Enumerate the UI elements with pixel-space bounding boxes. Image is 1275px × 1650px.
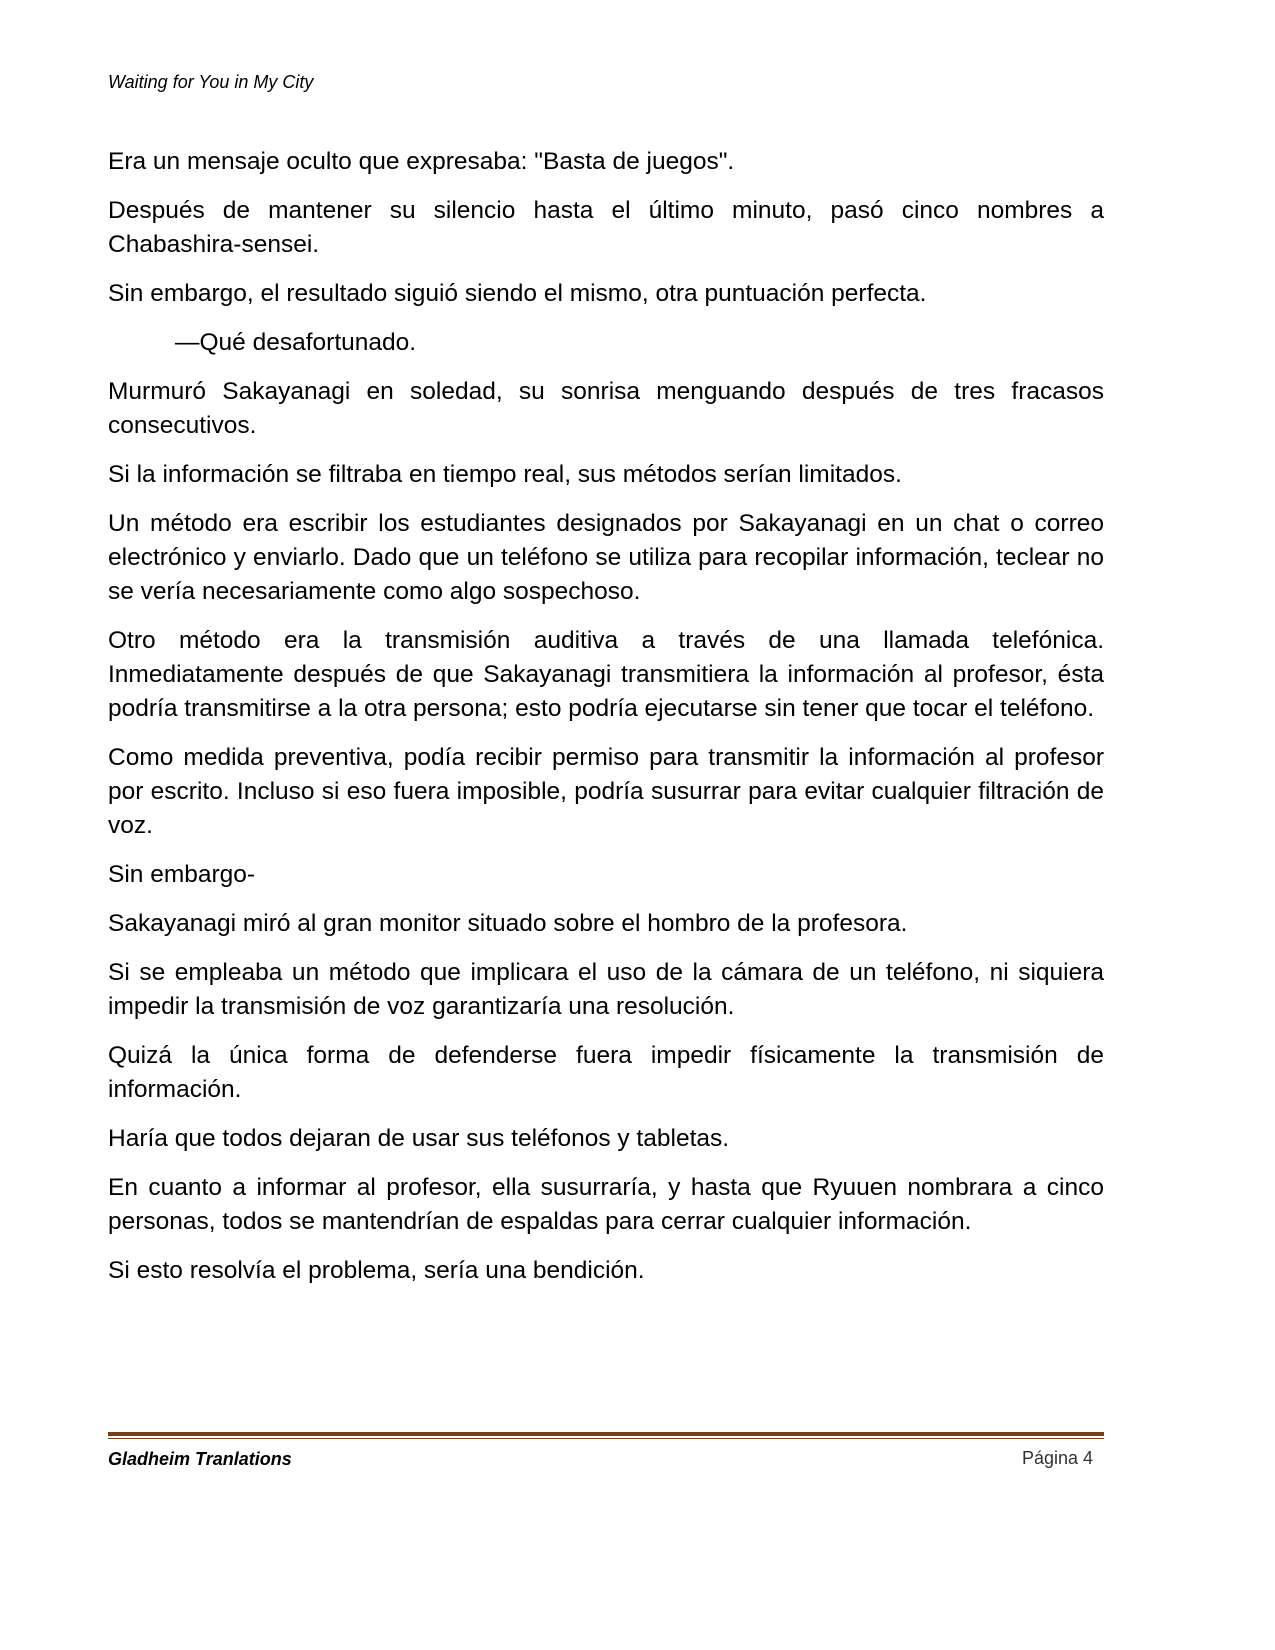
paragraph: Si la información se filtraba en tiempo real, sus métodos serían limitados.: [108, 461, 902, 488]
paragraph: Sin embargo-: [108, 861, 256, 888]
paragraph: Sakayanagi miró al gran monitor situado sobre el hombro de la profesora.: [108, 910, 908, 937]
footer-divider-thin: [108, 1438, 1104, 1439]
paragraph: Quizá la única forma de defenderse fuera impedir físicamente la transmisión de información.: [108, 1042, 1104, 1103]
paragraph: Un método era escribir los estudiantes designados por Sakayanagi en un chat o correo electrónico y enviarlo. Dado que un teléfono se utiliza para recopilar información, teclear no se vería necesariamente como algo sospechoso.: [108, 510, 1104, 605]
paragraph: Haría que todos dejaran de usar sus teléfonos y tabletas.: [108, 1125, 730, 1152]
paragraph: Murmuró Sakayanagi en soledad, su sonrisa menguando después de tres fracasos consecutivos.: [108, 378, 1104, 439]
paragraph: Si se empleaba un método que implicara el uso de la cámara de un teléfono, ni siquiera impedir la transmisión de voz garantizaría una resolución.: [108, 959, 1104, 1020]
paragraph: Como medida preventiva, podía recibir permiso para transmitir la información al profesor por escrito. Incluso si eso fuera imposible, podría susurrar para evitar cualquier filtración de voz.: [108, 744, 1104, 839]
dialogue-line: —Qué desafortunado.: [175, 329, 417, 356]
paragraph: Otro método era la transmisión auditiva a través de una llamada telefónica. Inmediatamente después de que Sakayanagi transmitiera la información al profesor, ésta podría transmitirse a la otra persona; esto podría ejecutarse sin tener que tocar el teléfono.: [108, 627, 1104, 722]
paragraph: Era un mensaje oculto que expresaba: "Basta de juegos".: [108, 148, 735, 175]
paragraph: Después de mantener su silencio hasta el último minuto, pasó cinco nombres a Chabashira-sensei.: [108, 197, 1104, 258]
paragraph: En cuanto a informar al profesor, ella susurraría, y hasta que Ryuuen nombrara a cinco personas, todos se mantendrían de espaldas para cerrar cualquier información.: [108, 1174, 1104, 1235]
footer-publisher: Gladheim Tranlations: [108, 1449, 292, 1469]
paragraph: Sin embargo, el resultado siguió siendo el mismo, otra puntuación perfecta.: [108, 280, 927, 307]
paragraph: Si esto resolvía el problema, sería una bendición.: [108, 1257, 645, 1284]
document-header-title: Waiting for You in My City: [108, 72, 314, 92]
page-number: Página 4: [1021, 1448, 1093, 1468]
footer-divider: [108, 1432, 1104, 1440]
document-body: [108, 145, 1104, 1303]
footer-divider-thick: [108, 1432, 1104, 1436]
